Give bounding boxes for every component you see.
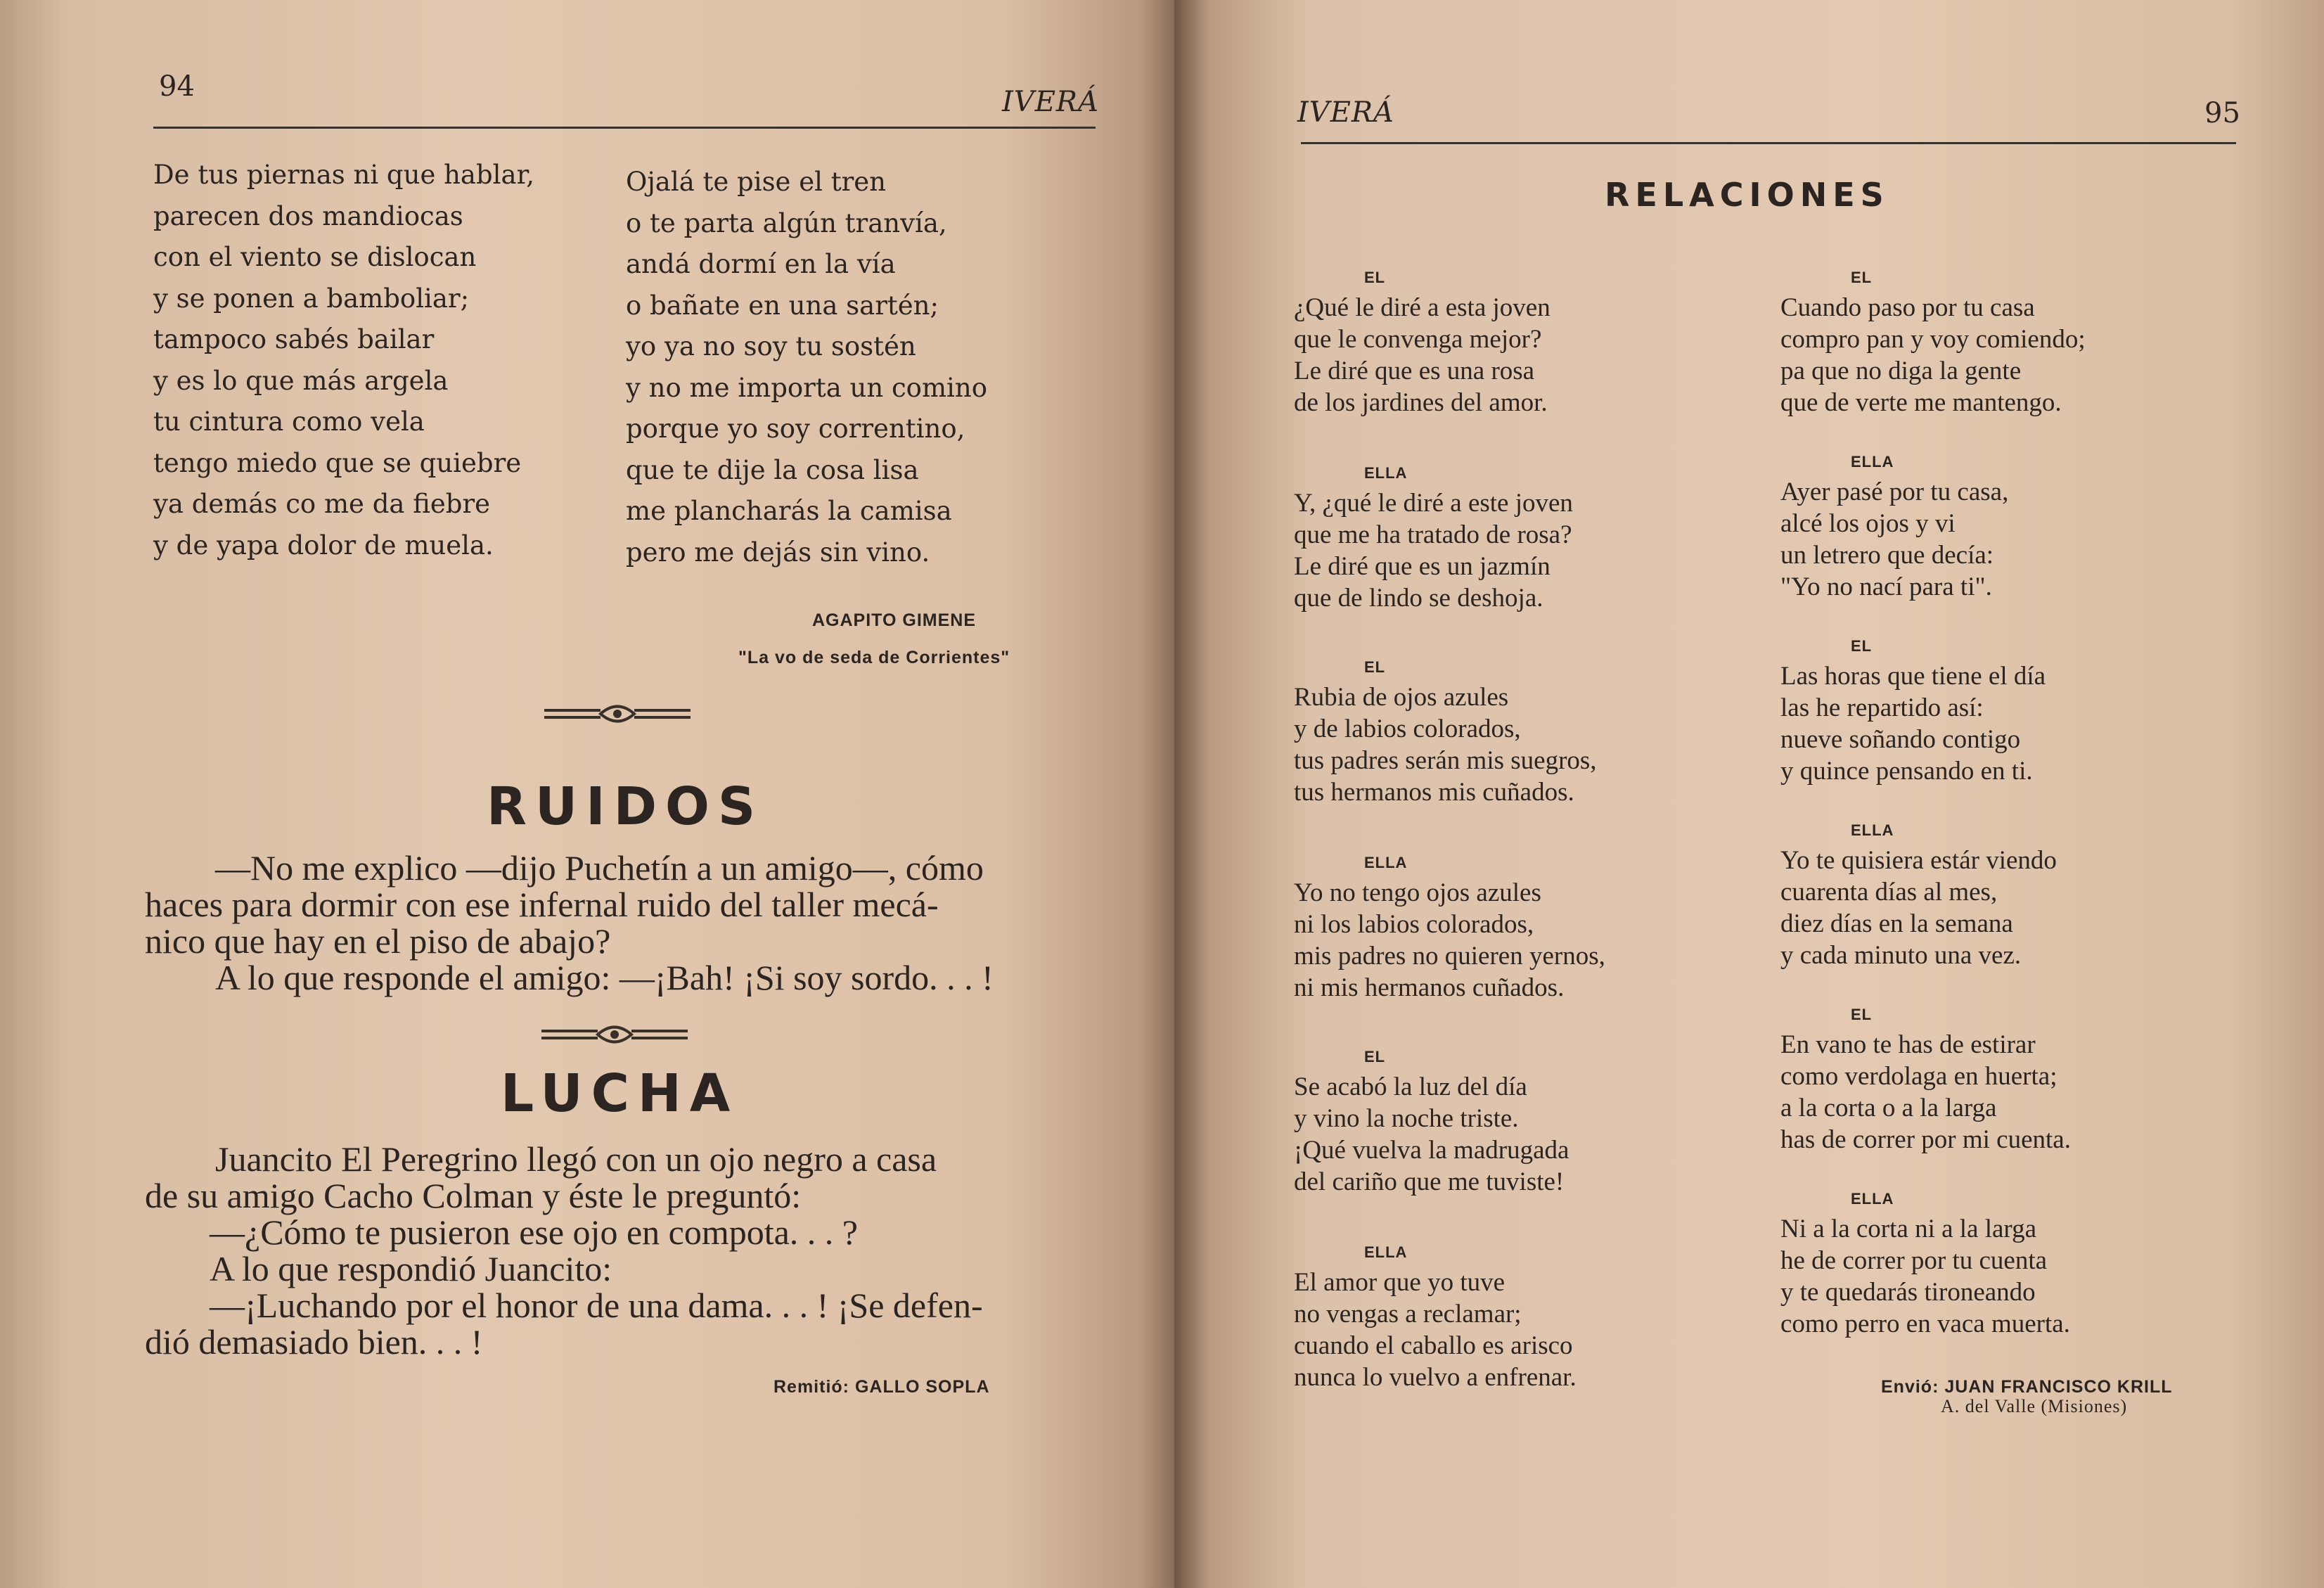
page-number: 94 (159, 70, 195, 103)
relaciones-title: RELACIONES (1605, 176, 1889, 214)
verse-line: o te parta algún tranvía, (626, 207, 947, 238)
verse-line: pa que no diga la gente (1780, 357, 2022, 385)
verse-line: y vino la noche triste. (1294, 1104, 1519, 1133)
verse-line: yo ya no soy tu sostén (626, 331, 916, 361)
verse-line: que me ha tratado de rosa? (1294, 520, 1572, 549)
prose-line: —¡Luchando por el honor de una dama. . . ! ¡Se defen- (210, 1286, 983, 1325)
verse-line: En vano te has de estirar (1780, 1030, 2036, 1059)
verse-line: De tus piernas ni que hablar, (153, 160, 534, 190)
verse-line: tengo miedo que se quiebre (153, 447, 522, 478)
verse-line: mis padres no quieren yernos, (1294, 942, 1605, 971)
stanza (1780, 632, 2086, 817)
prose-line: dió demasiado bien. . . ! (145, 1322, 483, 1362)
verse-line: que de lindo se deshoja. (1294, 584, 1543, 613)
verse-line: pero me dejás sin vino. (626, 537, 930, 568)
verse-line: a la corta o a la larga (1780, 1094, 1997, 1122)
speaker-label: EL (1851, 1006, 1873, 1023)
verse-line: Las horas que tiene el día (1780, 662, 2046, 691)
relaciones-credit-location: A. del Valle (Misiones) (1941, 1396, 2128, 1416)
poem-column-1 (153, 155, 534, 566)
stanza (1294, 1238, 1605, 1393)
verse-line: tus padres serán mis suegros, (1294, 746, 1597, 775)
poem-column-2 (626, 162, 987, 573)
verse-line: "Yo no nací para ti". (1780, 572, 1992, 601)
verse-line: que de verte me mantengo. (1780, 388, 2062, 417)
verse-line: y es lo que más argela (153, 365, 449, 396)
prose-line: —¿Cómo te pusieron ese ojo en compota. . . ? (210, 1212, 858, 1252)
speaker-label: ELLA (1851, 1190, 1894, 1208)
verse-line: tu cintura como vela (153, 406, 425, 437)
ruidos-text (145, 850, 994, 996)
verse-line: diez días en la semana (1780, 909, 2013, 938)
verse-line: Rubia de ojos azules (1294, 683, 1509, 712)
verse-line: cuarenta días al mes, (1780, 878, 1998, 907)
prose-line: haces para dormir con ese infernal ruido del taller mecá- (145, 885, 939, 924)
speaker-label: ELLA (1364, 1243, 1408, 1261)
verse-line: las he repartido así: (1780, 693, 1984, 722)
speaker-label: EL (1364, 269, 1386, 286)
stanza (1294, 1043, 1605, 1238)
verse-line: como verdolaga en huerta; (1780, 1062, 2057, 1091)
verse-line: que le convenga mejor? (1294, 325, 1542, 354)
verse-line: nueve soñando contigo (1780, 725, 2021, 754)
verse-line: de los jardines del amor. (1294, 388, 1548, 417)
verse-line: que te dije la cosa lisa (626, 454, 919, 485)
verse-line: y no me importa un comino (626, 372, 987, 403)
header-rule (153, 127, 1096, 129)
verse-line: El amor que yo tuve (1294, 1268, 1506, 1297)
ruidos-title: RUIDOS (487, 776, 764, 837)
ornament-divider-icon (543, 700, 692, 729)
stanza (1780, 817, 2086, 1001)
stanza (1294, 653, 1605, 849)
lucha-credit: Remitió: GALLO SOPLA (773, 1377, 990, 1397)
verse-line: cuando el caballo es arisco (1294, 1331, 1573, 1360)
speaker-label: ELLA (1851, 821, 1894, 839)
verse-line: Cuando paso por tu casa (1780, 293, 2035, 322)
speaker-label: EL (1851, 637, 1873, 655)
verse-line: y quince pensando en ti. (1780, 757, 2033, 786)
verse-line: no vengas a reclamar; (1294, 1300, 1522, 1328)
lucha-text (145, 1141, 983, 1360)
verse-line: Le diré que es un jazmín (1294, 552, 1551, 581)
stanza (1780, 264, 2086, 448)
speaker-label: EL (1364, 658, 1386, 676)
verse-line: y de yapa dolor de muela. (153, 530, 494, 561)
verse-line: y te quedarás tironeando (1780, 1278, 2036, 1307)
running-head: IVERÁ (1297, 96, 1394, 129)
verse-line: Ojalá te pise el tren (626, 167, 886, 197)
prose-line: A lo que responde el amigo: —¡Bah! ¡Si soy sordo. . . ! (215, 958, 994, 997)
speaker-label: EL (1851, 269, 1873, 286)
header-rule (1301, 142, 2236, 144)
stanza (1780, 1185, 2086, 1340)
verse-line: con el viento se dislocan (153, 242, 477, 272)
verse-line: ¿Qué le diré a esta joven (1294, 293, 1551, 322)
verse-line: me plancharás la camisa (626, 496, 952, 526)
page-number: 95 (2204, 97, 2240, 129)
prose-line: de su amigo Cacho Colman y éste le preguntó: (145, 1176, 802, 1215)
verse-line: y de labios colorados, (1294, 715, 1521, 743)
verse-line: compro pan y voy comiendo; (1780, 325, 2086, 354)
verse-line: y cada minuto una vez. (1780, 941, 2022, 970)
stanza (1780, 1001, 2086, 1185)
verse-line: ni los labios colorados, (1294, 910, 1534, 939)
stanza (1294, 849, 1605, 1043)
running-head: IVERÁ (1002, 86, 1099, 118)
stanza (1780, 448, 2086, 632)
lucha-title: LUCHA (501, 1063, 739, 1124)
prose-line: nico que hay en el piso de abajo? (145, 921, 611, 961)
verse-line: porque yo soy correntino, (626, 414, 965, 444)
verse-line: Se acabó la luz del día (1294, 1072, 1527, 1101)
prose-line: —No me explico —dijo Puchetín a un amigo—, cómo (215, 848, 984, 888)
speaker-label: EL (1364, 1048, 1386, 1065)
relaciones-column-2 (1780, 264, 2086, 1340)
verse-line: y se ponen a bamboliar; (153, 283, 470, 314)
verse-line: tampoco sabés bailar (153, 324, 435, 354)
verse-line: ya demás co me da fiebre (153, 489, 491, 519)
verse-line: Yo te quisiera estár viendo (1780, 846, 2057, 875)
verse-line: Ni a la corta ni a la larga (1780, 1215, 2037, 1243)
poem-author: AGAPITO GIMENE (812, 610, 977, 630)
relaciones-column-1 (1294, 264, 1605, 1393)
verse-line: ni mis hermanos cuñados. (1294, 973, 1565, 1002)
verse-line: parecen dos mandiocas (153, 200, 463, 231)
verse-line: Yo no tengo ojos azules (1294, 878, 1541, 907)
verse-line: has de correr por mi cuenta. (1780, 1125, 2071, 1154)
verse-line: he de correr por tu cuenta (1780, 1246, 2048, 1275)
speaker-label: ELLA (1851, 453, 1894, 470)
ornament-divider-icon (540, 1021, 689, 1049)
speaker-label: ELLA (1364, 854, 1408, 871)
verse-line: un letrero que decía: (1780, 541, 1994, 570)
speaker-label: ELLA (1364, 464, 1408, 482)
right-page (1174, 0, 2324, 1588)
verse-line: alcé los ojos y vi (1780, 509, 1956, 538)
stanza (1294, 264, 1605, 459)
prose-line: Juancito El Peregrino llegó con un ojo negro a casa (215, 1139, 937, 1179)
verse-line: nunca lo vuelvo a enfrenar. (1294, 1363, 1577, 1392)
verse-line: Le diré que es una rosa (1294, 357, 1535, 385)
relaciones-credit: Envió: JUAN FRANCISCO KRILL (1881, 1377, 2173, 1397)
verse-line: Ayer pasé por tu casa, (1780, 478, 2009, 506)
verse-line: ¡Qué vuelva la madrugada (1294, 1136, 1569, 1165)
prose-line: A lo que respondió Juancito: (210, 1249, 612, 1288)
verse-line: como perro en vaca muerta. (1780, 1310, 2070, 1338)
verse-line: Y, ¿qué le diré a este joven (1294, 489, 1573, 518)
verse-line: del cariño que me tuviste! (1294, 1167, 1565, 1196)
stanza (1294, 459, 1605, 653)
poem-source: "La vo de seda de Corrientes" (738, 648, 1010, 667)
verse-line: o bañate en una sartén; (626, 290, 939, 321)
verse-line: andá dormí en la vía (626, 249, 896, 279)
verse-line: tus hermanos mis cuñados. (1294, 778, 1574, 807)
